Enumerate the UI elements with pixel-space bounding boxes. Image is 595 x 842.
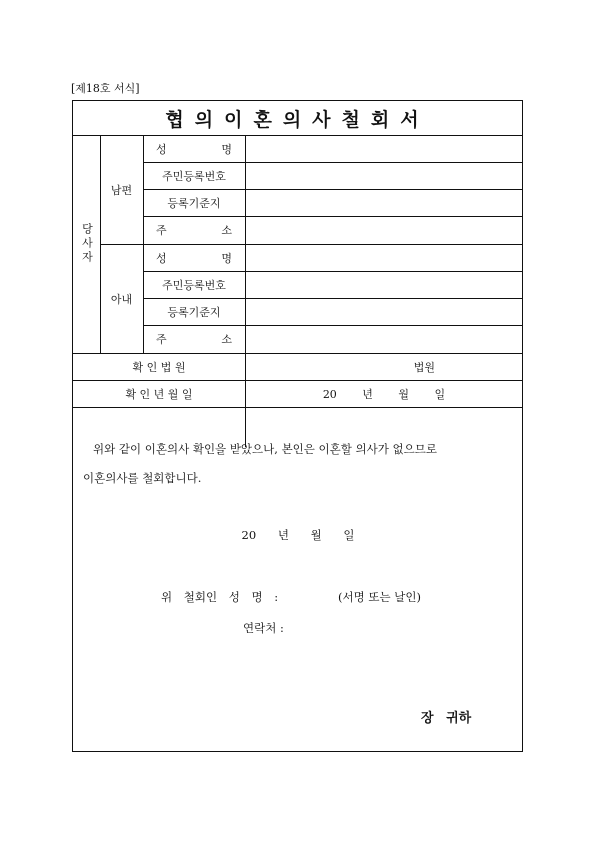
statement-line-1: 위와 같이 이혼의사 확인을 받았으나, 본인은 이혼할 의사가 없으므로	[93, 442, 437, 456]
husband-rrn-field[interactable]	[245, 162, 523, 189]
husband-name-label: 성 명	[156, 142, 232, 156]
wife-address-label: 주 소	[156, 333, 232, 346]
divider	[73, 407, 523, 408]
wife-registry-field[interactable]	[245, 298, 523, 325]
wife-rrn-field[interactable]	[245, 271, 523, 298]
contact-field[interactable]	[295, 616, 445, 634]
husband-rrn-label: 주민등록번호	[162, 169, 226, 183]
form-code: [제18호 서식]	[71, 82, 140, 95]
confirm-date-label: 확 인 년 월 일	[125, 387, 193, 401]
confirm-court-value[interactable]: 법원	[413, 360, 435, 374]
addressee: 장 귀하	[421, 711, 472, 726]
seal-note: (서명 또는 날인)	[338, 590, 421, 604]
withdrawer-name-field[interactable]	[295, 585, 335, 603]
date-line[interactable]: 20 년 월 일	[241, 528, 355, 542]
husband-registry-field[interactable]	[245, 189, 523, 216]
husband-address-label: 주 소	[156, 224, 232, 237]
husband-registry-label: 등록기준지	[167, 196, 221, 210]
wife-label: 아내	[110, 292, 133, 306]
wife-rrn-label: 주민등록번호	[162, 278, 226, 292]
husband-label: 남편	[110, 183, 133, 197]
withdrawer-label: 위 철회인 성 명 :	[161, 590, 279, 604]
contact-label: 연락처 :	[243, 621, 284, 635]
wife-name-label: 성 명	[156, 251, 232, 265]
husband-name-field[interactable]	[245, 135, 523, 162]
confirm-date-value[interactable]: 20 년 월 일	[322, 387, 446, 401]
wife-address-field[interactable]	[245, 325, 523, 353]
wife-registry-label: 등록기준지	[167, 305, 221, 319]
husband-address-field[interactable]	[245, 216, 523, 244]
confirm-court-label: 확 인 법 원	[132, 360, 186, 374]
wife-name-field[interactable]	[245, 244, 523, 271]
form-title: 협의이혼의사철회서	[73, 101, 522, 136]
form-frame	[72, 100, 523, 752]
party-label: 당사자	[80, 223, 94, 265]
statement-line-2: 이혼의사를 철회합니다.	[83, 471, 202, 485]
